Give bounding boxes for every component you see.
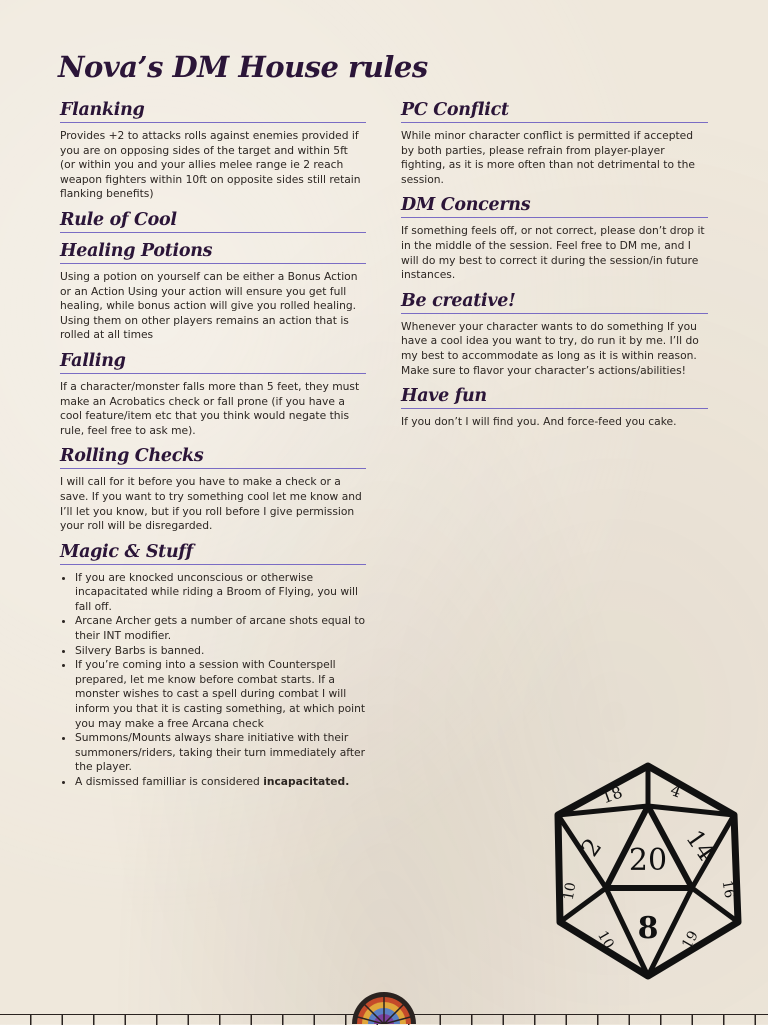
d20-dice-icon	[554, 762, 742, 980]
list-item: • Silvery Barbs is banned.	[75, 644, 366, 659]
section-heading: Magic & Stuff	[60, 542, 366, 565]
section-healing-potions	[60, 241, 366, 343]
section-heading: Have fun	[401, 386, 708, 409]
left-column	[60, 100, 366, 790]
stained-glass-emblem-icon	[350, 988, 418, 1024]
list-item: • If you are knocked unconscious or otherwise incapacitated while riding a Broom of Flying, you will fall off.	[75, 571, 366, 615]
section-be-creative	[401, 291, 708, 378]
section-magic-and-stuff	[60, 542, 366, 790]
section-dm-concerns	[401, 195, 708, 282]
page-title: Nova’s DM House rules	[58, 50, 428, 84]
section-heading: Healing Potions	[60, 241, 366, 264]
section-rolling-checks	[60, 446, 366, 533]
section-body: I will call for it before you have to make a check or a save. If you want to try something cool let me know and I’ll let you know, but if you roll before I give permission your roll will be disregarded.	[60, 475, 362, 533]
rules-list	[60, 571, 366, 790]
dice-number: 16	[718, 879, 738, 900]
dice-number: 10	[594, 928, 617, 952]
section-falling	[60, 351, 366, 438]
section-body: Using a potion on yourself can be either a Bonus Action or an Action Using your action will ensure you get full healing, while bonus action will give you rolled healing. Using them on other players remains an action that is rolled at all times	[60, 269, 358, 342]
section-heading: PC Conflict	[401, 100, 708, 123]
section-body: If you don’t I will find you. And force-feed you cake.	[401, 415, 677, 429]
right-column	[401, 100, 708, 438]
list-item	[75, 775, 366, 790]
dice-number: 14	[680, 824, 721, 866]
section-heading: DM Concerns	[401, 195, 708, 218]
section-body: If something feels off, or not correct, please don’t drop it in the middle of the session. Feel free to DM me, and I will do my best to correct it during the session/in future instances.	[401, 224, 705, 282]
section-body: While minor character conflict is permitted if accepted by both parties, please refrain from player-player fighting, as it is more often than not detrimental to the session.	[401, 129, 695, 186]
section-have-fun	[401, 386, 708, 430]
dice-number: 2	[575, 833, 608, 862]
section-rule-of-cool	[60, 210, 366, 233]
section-pc-conflict	[401, 100, 708, 187]
section-flanking	[60, 100, 366, 202]
section-body: Provides +2 to attacks rolls against enemies provided if you are on opposing sides of the target and within 5ft (or within you and your allies melee range ie 2 reach weapon fighters within 10ft on opposite sides still retain flanking benefits)	[60, 129, 361, 201]
dice-number: 4	[667, 780, 684, 802]
list-item-text: A dismissed familliar is considered	[75, 775, 264, 788]
section-body: If a character/monster falls more than 5 feet, they must make an Acrobatics check or fall prone (if you have a cool feature/item etc that you think would negate this rule, feel free to ask me).	[60, 379, 360, 437]
section-heading: Be creative!	[401, 291, 708, 314]
section-heading: Rule of Cool	[60, 210, 366, 233]
dice-number: 20	[628, 843, 668, 878]
list-item-emphasis: incapacitated.	[263, 775, 350, 788]
list-item: • Arcane Archer gets a number of arcane shots equal to their INT modifier.	[75, 614, 366, 643]
dice-number: 18	[599, 782, 625, 808]
dice-number: 10	[560, 881, 580, 902]
section-heading: Rolling Checks	[60, 446, 366, 469]
dice-number: 8	[637, 911, 659, 946]
list-item: • If you’re coming into a session with Counterspell prepared, let me know before combat starts. If a monster wishes to cast a spell during combat I will inform you that it is casting something, at which point you may make a free Arcana check	[75, 658, 366, 731]
dice-number: 19	[679, 928, 702, 952]
section-heading: Flanking	[60, 100, 366, 123]
list-item: • Summons/Mounts always share initiative with their summoners/riders, taking their turn immediately after the player.	[75, 731, 366, 775]
section-body: Whenever your character wants to do something If you have a cool idea you want to try, do run it by me. I’ll do my best to accommodate as long as it is within reason. Make sure to flavor your character’s actions/abilities!	[401, 319, 699, 377]
section-heading: Falling	[60, 351, 366, 374]
